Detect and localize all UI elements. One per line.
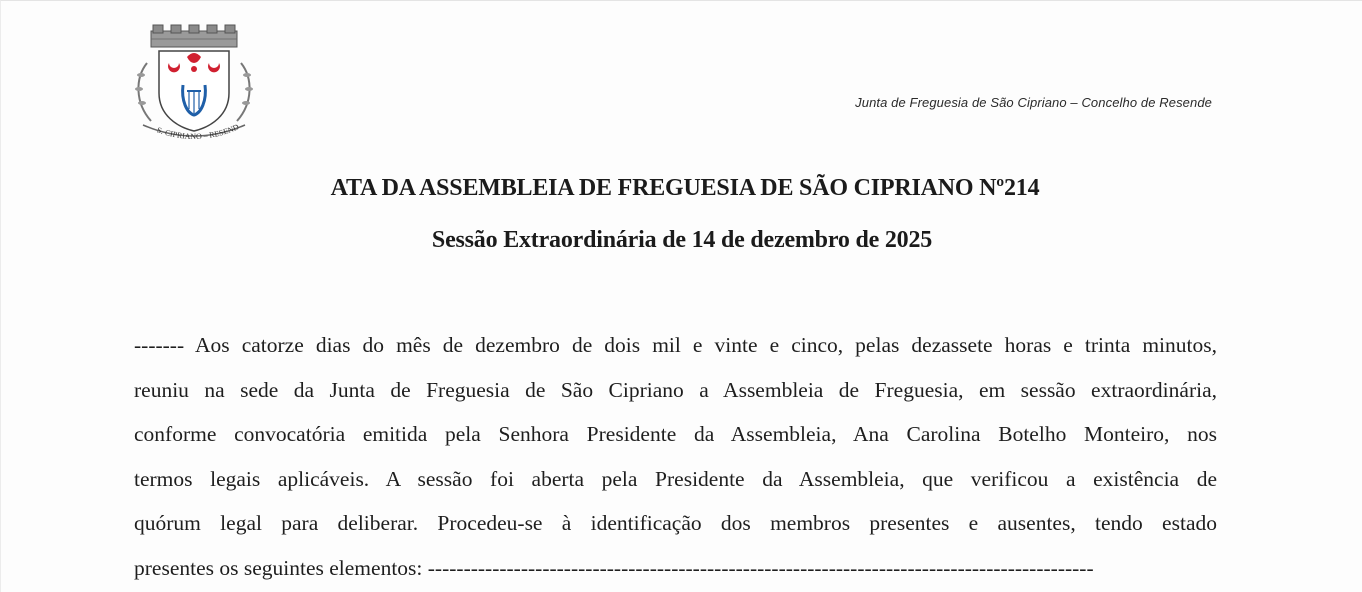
paragraph-line: quórum legal para deliberar. Procedeu-se à identificação dos membros presentes e ausentes, tendo estado (134, 511, 1217, 535)
paragraph-line: termos legais aplicáveis. A sessão foi aberta pela Presidente da Assembleia, que verificou a existência de (134, 466, 1217, 491)
paragraph-line: ------- Aos catorze dias do mês de dezembro de dois mil e vinte e cinco, pelas dezassete horas e trinta minutos, (134, 333, 1217, 357)
document-title: ATA DA ASSEMBLEIA DE FREGUESIA DE SÃO CIPRIANO Nº214 (330, 175, 1040, 201)
parish-header: Junta de Freguesia de São Cipriano – Concelho de Resende (855, 95, 1212, 110)
minutes-paragraph (134, 323, 1217, 590)
paragraph-line: reuniu na sede da Junta de Freguesia de São Cipriano a Assembleia de Freguesia, em sessão extraordinária, (134, 377, 1217, 402)
paragraph-line: presentes os seguintes elementos: --------------------------------------------------------------------------------------------- (134, 555, 1094, 580)
paragraph-line: conforme convocatória emitida pela Senhora Presidente da Assembleia, Ana Carolina Botelho Monteiro, nos (134, 422, 1217, 446)
document-subtitle: Sessão Extraordinária de 14 de dezembro de 2025 (431, 227, 933, 253)
coat-of-arms-logo (129, 23, 259, 145)
crest-ribbon-text: S. CIPRIANO – RESEND (155, 122, 241, 142)
